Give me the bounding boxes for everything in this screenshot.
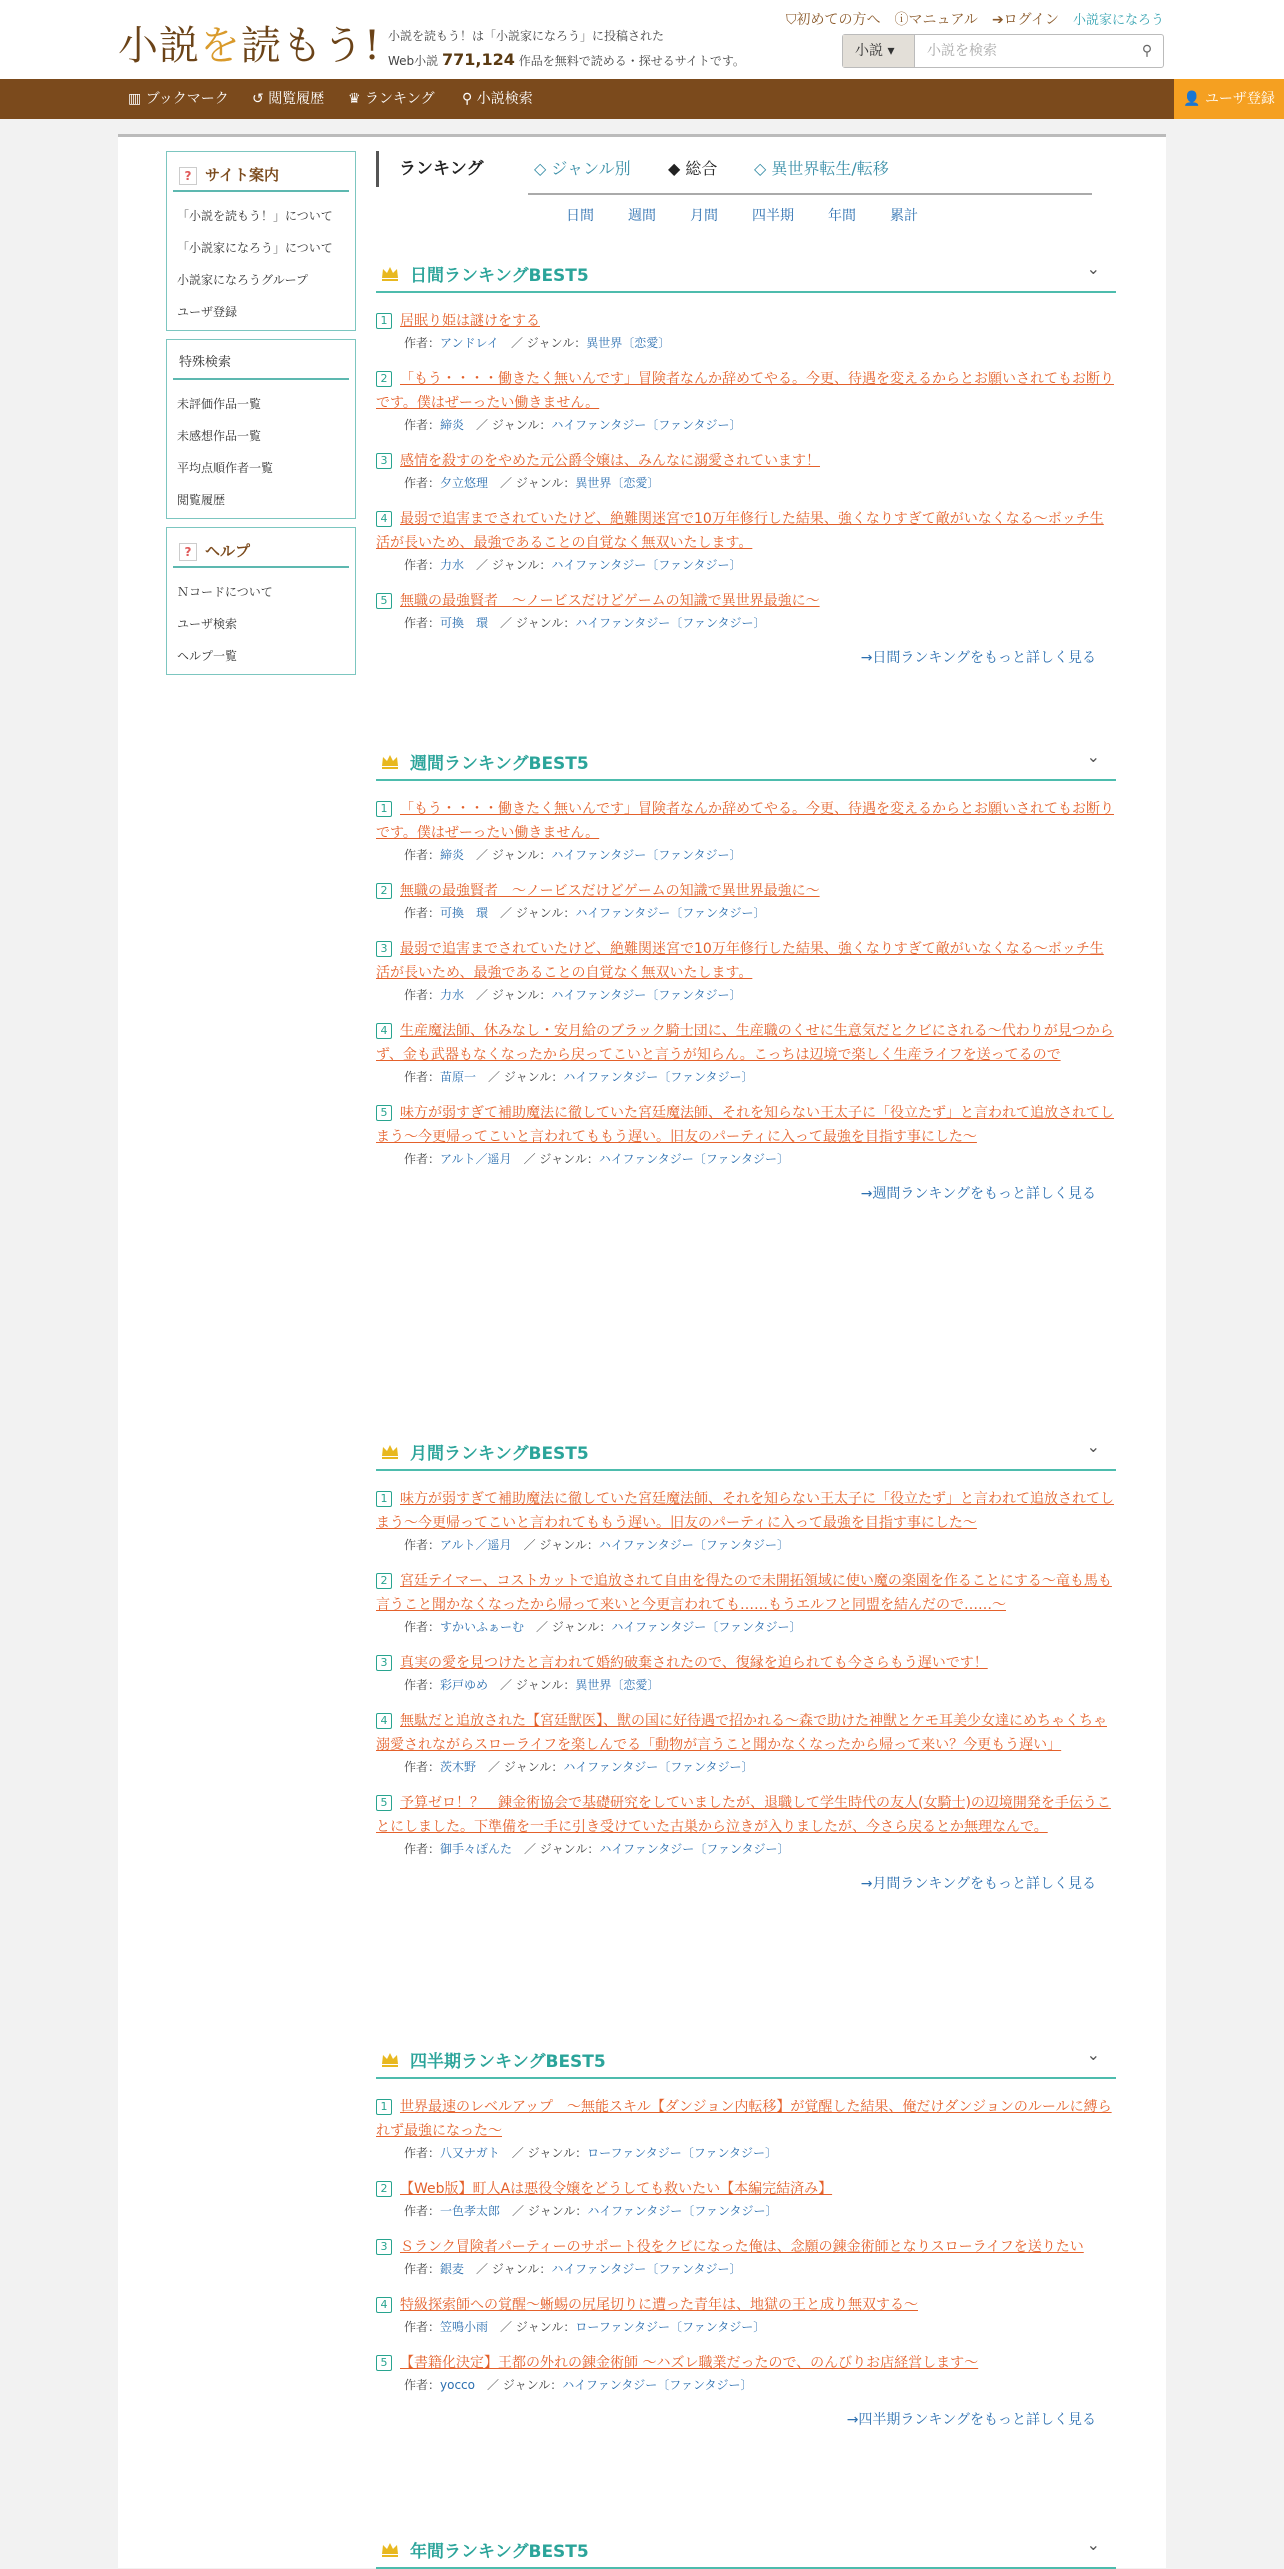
- novel-title: Ｓランク冒険者パーティーのサポート役をクビになった俺は、念願の錬金術師となりスローライフを送りたい: [400, 2239, 1084, 2255]
- sidebar-help-title-text: ヘルプ: [205, 542, 251, 560]
- entry-meta: [376, 473, 1116, 493]
- author-link[interactable]: 締炎: [440, 418, 465, 432]
- novel-title: 世界最速のレベルアップ ～無能スキル【ダンジョン内転移】が覚醒した結果、俺だけダンジョンのルールに縛られず最強になった～: [376, 2099, 1112, 2139]
- more-ranking-link[interactable]: →週間ランキングをもっと詳しく見る: [860, 1186, 1096, 1202]
- genre-link[interactable]: ハイファンタジー〔ファンタジー〕: [551, 418, 742, 432]
- author-link[interactable]: 銀麦: [440, 2262, 465, 2276]
- site-logo[interactable]: [118, 14, 381, 71]
- ranking-entry: [376, 309, 1116, 353]
- genre-label: ／ ジャンル：: [488, 1760, 564, 1774]
- sidebar-item-help-list[interactable]: ヘルプ一覧: [177, 649, 238, 663]
- period-monthly[interactable]: 月間: [690, 208, 718, 224]
- author-link[interactable]: 力水: [440, 558, 465, 572]
- author-link[interactable]: 力水: [440, 988, 465, 1002]
- more-ranking-link[interactable]: →月間ランキングをもっと詳しく見る: [860, 1876, 1096, 1892]
- genre-link[interactable]: ハイファンタジー〔ファンタジー〕: [551, 2262, 742, 2276]
- chevron-down-icon[interactable]: ⌄: [1086, 2535, 1100, 2554]
- novel-title: 【書籍化決定】王都の外れの錬金術師 ～ハズレ職業だったので、のんびりお店経営します～: [400, 2355, 979, 2371]
- genre-label: ／ ジャンル：: [512, 2204, 588, 2218]
- sidebar-item-history[interactable]: 閲覧履歴: [177, 493, 226, 507]
- genre-link[interactable]: 異世界〔恋愛〕: [575, 1678, 660, 1692]
- tagline-suffix: 作品を無料で読める・探せるサイトです。: [518, 54, 745, 68]
- sidebar-item-user-register[interactable]: ユーザ登録: [177, 305, 238, 319]
- crown-icon: [380, 263, 400, 283]
- novel-title: 「もう・・・・働きたく無いんです」冒険者なんか辞めてやる。今更、待遇を変えるからとお願いされてもお断りです。僕はぜーったい働きません。: [376, 801, 1114, 841]
- tab-underline: [528, 193, 1092, 195]
- logo-text-rest: 読もう!: [241, 23, 382, 69]
- author-label: 作者：: [404, 906, 441, 920]
- ranking-entry: [376, 2235, 1116, 2279]
- rank-badge: 1: [376, 313, 392, 329]
- crown-icon: [380, 1441, 400, 1461]
- novel-title: 生産魔法師、休みなし・安月給のブラック騎士団に、生産職のくせに生意気だとクビにされる～代わりが見つからず、金も武器もなくなったから戻ってこいと言うが知らん。こっちは辺境で楽しく生産ライフを送ってるので: [376, 1023, 1114, 1063]
- author-label: 作者：: [404, 558, 441, 572]
- genre-label: ／ ジャンル：: [524, 1842, 600, 1856]
- novel-title-link[interactable]: [376, 1791, 1116, 1839]
- ranking-entry: [376, 2351, 1116, 2395]
- entry-list: [376, 781, 1116, 1169]
- author-link[interactable]: 締炎: [440, 848, 465, 862]
- author-link[interactable]: 彩戸ゆめ: [440, 1678, 489, 1692]
- rank-badge: 2: [376, 371, 392, 387]
- sidebar-item-ncode[interactable]: Ｎコードについて: [177, 585, 273, 599]
- novel-title: 最弱で追害までされていたけど、絶難関迷宮で10万年修行した結果、強くなりすぎて敵がいなくなる～ボッチ生活が長いため、最強であることの自覚なく無双いたします。: [376, 941, 1104, 981]
- author-label: 作者：: [404, 988, 441, 1002]
- novel-title: 宮廷テイマー、コストカットで追放されて自由を得たので未開拓領域に使い魔の楽園を作ることにする～竜も馬も言うこと聞かなくなったから帰って来いと今更言われても……もうエルフと同盟を結んだので……～: [376, 1573, 1112, 1613]
- list-icon: ▥: [128, 91, 142, 107]
- ranking-entry: [376, 1651, 1116, 1695]
- sidebar-special-title: 特殊検索: [173, 348, 349, 380]
- genre-label: ／ ジャンル：: [500, 1678, 576, 1692]
- entry-meta: [376, 1149, 1116, 1169]
- sidebar-item-avg-authors[interactable]: 平均点順作者一覧: [177, 461, 274, 475]
- ranking-entry: [376, 1709, 1116, 1777]
- site-tagline: [388, 24, 745, 73]
- crown-icon: [380, 751, 400, 771]
- genre-link[interactable]: ハイファンタジー〔ファンタジー〕: [587, 2204, 778, 2218]
- user-register-label: ユーザ登録: [1204, 91, 1275, 107]
- ranking-entry: [376, 797, 1116, 865]
- chevron-down-icon[interactable]: ⌄: [1086, 259, 1100, 278]
- tab-isekai[interactable]: ◇ 異世界転生/転移: [754, 159, 889, 178]
- sidebar-item-narou-group[interactable]: 小説家になろうグループ: [177, 273, 309, 287]
- rank-badge: 3: [376, 941, 392, 957]
- sidebar-special-list: [167, 380, 355, 516]
- ranking-entry: [376, 1569, 1116, 1637]
- author-label: 作者：: [404, 1070, 441, 1084]
- nav-bookmark[interactable]: [128, 79, 229, 119]
- history-icon: ↺: [252, 91, 264, 107]
- entry-meta: [376, 1757, 1116, 1777]
- sidebar-item-about-yomou[interactable]: 「小説を読もう！」について: [177, 209, 333, 223]
- genre-label: ／ ジャンル：: [523, 1538, 599, 1552]
- search-button[interactable]: [1131, 35, 1163, 67]
- sidebar-site-guide: [166, 151, 356, 331]
- rank-badge: 4: [376, 1023, 392, 1039]
- genre-label: ／ ジャンル：: [476, 2262, 552, 2276]
- entry-list: [376, 293, 1116, 633]
- ranking-entry: [376, 589, 1116, 633]
- tagline-prefix: Web小説: [388, 54, 439, 68]
- novel-title-link[interactable]: [376, 309, 1116, 333]
- author-link[interactable]: 苗原一: [440, 1070, 477, 1084]
- novel-title-link[interactable]: [376, 1487, 1116, 1535]
- author-link[interactable]: アンドレイ: [440, 336, 499, 350]
- author-label: 作者：: [404, 1842, 441, 1856]
- sidebar-site-title-text: サイト案内: [205, 166, 279, 184]
- main-nav: [0, 79, 1284, 119]
- ranking-entry: [376, 449, 1116, 493]
- sidebar-site-title: [173, 160, 349, 192]
- period-daily[interactable]: 日間: [566, 208, 594, 224]
- ranking-entry: [376, 367, 1116, 435]
- site-header: [0, 0, 1284, 79]
- ranking-entry: [376, 2293, 1116, 2337]
- novel-title-link[interactable]: [376, 367, 1116, 415]
- novel-title-link[interactable]: [376, 797, 1116, 845]
- beginner-link[interactable]: [786, 9, 881, 29]
- entry-meta: [376, 1535, 1116, 1555]
- more-ranking-link[interactable]: →四半期ランキングをもっと詳しく見る: [846, 2412, 1096, 2428]
- genre-label: ／ ジャンル：: [523, 1152, 599, 1166]
- tagline-line1: 小説を読もう！は「小説家になろう」に投稿された: [388, 29, 665, 43]
- ranking-entry: [376, 1791, 1116, 1859]
- novel-title-link[interactable]: [376, 1569, 1116, 1617]
- entry-meta: [376, 2201, 1116, 2221]
- rank-badge: 5: [376, 2355, 392, 2371]
- author-label: 作者：: [404, 336, 441, 350]
- rank-badge: 4: [376, 511, 392, 527]
- nav-bookmark-label: ブックマーク: [145, 91, 229, 107]
- work-count: 771,124: [442, 50, 515, 69]
- period-total[interactable]: 累計: [890, 208, 918, 224]
- novel-title-link[interactable]: [376, 1101, 1116, 1149]
- genre-label: ／ ジャンル：: [476, 558, 552, 572]
- rank-badge: 2: [376, 1573, 392, 1589]
- search-icon: ⚲: [1141, 43, 1153, 59]
- nav-history[interactable]: [252, 79, 324, 119]
- beginner-link-label: 初めての方へ: [796, 12, 881, 28]
- novel-title-link[interactable]: [376, 507, 1116, 555]
- rank-badge: 2: [376, 2181, 392, 2197]
- novel-title: 味方が弱すぎて補助魔法に徹していた宮廷魔法師、それを知らない王太子に「役立たず」と言われて追放されてしまう～今更帰ってこいと言われてももう遅い。旧友のパーティに入って最強を目指す事にした～: [376, 1491, 1114, 1531]
- genre-link[interactable]: ハイファンタジー〔ファンタジー〕: [551, 988, 742, 1002]
- entry-meta: [376, 1839, 1116, 1859]
- section-header[interactable]: [376, 2041, 1116, 2079]
- author-link[interactable]: すかいふぁーむ: [440, 1620, 525, 1634]
- section-title: 月間ランキングBEST5: [410, 1444, 589, 1464]
- rank-badge: 4: [376, 2297, 392, 2313]
- search-type-value: 小説: [855, 43, 883, 59]
- author-label: 作者：: [404, 848, 441, 862]
- sidebar-item-about-narou[interactable]: 「小説家になろう」について: [177, 241, 333, 255]
- author-label: 作者：: [404, 2146, 441, 2160]
- tab-genre[interactable]: ◇ ジャンル別: [534, 159, 631, 178]
- genre-link[interactable]: ハイファンタジー〔ファンタジー〕: [563, 1760, 754, 1774]
- novel-title-link[interactable]: [376, 2095, 1116, 2143]
- sidebar-help-list: [167, 568, 355, 672]
- novel-title: 最弱で追害までされていたけど、絶難関迷宮で10万年修行した結果、強くなりすぎて敵がいなくなる～ボッチ生活が長いため、最強であることの自覚なく無双いたします。: [376, 511, 1104, 551]
- user-register-button[interactable]: [1174, 79, 1284, 119]
- chevron-down-icon[interactable]: ⌄: [1086, 2045, 1100, 2064]
- entry-meta: [376, 845, 1116, 865]
- author-link[interactable]: 可換 環: [440, 906, 489, 920]
- genre-label: ／ ジャンル：: [500, 476, 576, 490]
- genre-label: ／ ジャンル：: [500, 2320, 576, 2334]
- author-link[interactable]: 茨木野: [440, 1760, 477, 1774]
- author-label: 作者：: [404, 1678, 441, 1692]
- rank-badge: 1: [376, 801, 392, 817]
- author-link[interactable]: 笠鳴小雨: [440, 2320, 489, 2334]
- author-label: 作者：: [404, 616, 441, 630]
- author-label: 作者：: [404, 476, 441, 490]
- genre-label: ／ ジャンル：: [536, 1620, 612, 1634]
- chevron-down-icon[interactable]: ⌄: [1086, 747, 1100, 766]
- genre-link[interactable]: ハイファンタジー〔ファンタジー〕: [563, 1070, 754, 1084]
- section-title: 日間ランキングBEST5: [410, 266, 589, 286]
- author-label: 作者：: [404, 2378, 441, 2392]
- ranking-entry: [376, 2095, 1116, 2163]
- ranking-section: [376, 2041, 1116, 2429]
- entry-meta: [376, 415, 1116, 435]
- ranking-entry: [376, 879, 1116, 923]
- novel-title: 特級探索師への覚醒～蜥蜴の尻尾切りに遭った青年は、地獄の王と成り無双する～: [400, 2297, 918, 2313]
- shield-icon: ⛉: [785, 12, 797, 28]
- period-yearly[interactable]: 年間: [828, 208, 856, 224]
- entry-meta: [376, 2259, 1116, 2279]
- search-icon: ⚲: [462, 91, 473, 107]
- section-header[interactable]: [376, 1433, 1116, 1471]
- ranking-entry: [376, 1019, 1116, 1087]
- author-label: 作者：: [404, 418, 441, 432]
- ranking-entry: [376, 1487, 1116, 1555]
- entry-meta: [376, 2375, 1116, 2395]
- genre-label: ／ ジャンル：: [500, 906, 576, 920]
- rank-badge: 4: [376, 1713, 392, 1729]
- question-icon: ⓘ: [894, 12, 909, 28]
- search-bar: [842, 34, 1164, 68]
- author-label: 作者：: [404, 2204, 441, 2218]
- section-header[interactable]: [376, 743, 1116, 781]
- tab-overall[interactable]: ◆ 総合: [668, 159, 718, 178]
- novel-title-link[interactable]: [376, 1019, 1116, 1067]
- question-icon: ?: [179, 543, 197, 561]
- genre-link[interactable]: ハイファンタジー〔ファンタジー〕: [599, 1842, 790, 1856]
- entry-meta: [376, 333, 1116, 353]
- novel-title-link[interactable]: [376, 879, 1116, 903]
- novel-title: 無職の最強賢者 ～ノービスだけどゲームの知識で異世界最強に～: [400, 883, 820, 899]
- author-label: 作者：: [404, 1538, 441, 1552]
- sidebar-item-user-search[interactable]: ユーザ検索: [177, 617, 238, 631]
- genre-link[interactable]: 異世界〔恋愛〕: [586, 336, 671, 350]
- genre-label: ／ ジャンル：: [476, 418, 552, 432]
- question-icon: ?: [179, 167, 197, 185]
- rank-badge: 5: [376, 1105, 392, 1121]
- author-label: 作者：: [404, 1152, 441, 1166]
- user-icon: 👤: [1183, 91, 1201, 107]
- author-link[interactable]: 夕立悠理: [440, 476, 489, 490]
- genre-label: ／ ジャンル：: [476, 988, 552, 1002]
- sidebar-help: [166, 527, 356, 675]
- rank-badge: 3: [376, 2239, 392, 2255]
- author-link[interactable]: 御手々ぽんた: [440, 1842, 513, 1856]
- ranking-section: [376, 255, 1116, 667]
- genre-link[interactable]: ハイファンタジー〔ファンタジー〕: [551, 558, 742, 572]
- novel-title: 【Web版】町人Aは悪役令嬢をどうしても救いたい【本編完結済み】: [400, 2181, 833, 2197]
- rank-badge: 1: [376, 2099, 392, 2115]
- genre-link[interactable]: ハイファンタジー〔ファンタジー〕: [598, 1152, 790, 1166]
- author-label: 作者：: [404, 2320, 441, 2334]
- ranking-section: [376, 1433, 1116, 1893]
- entry-meta: [376, 985, 1116, 1005]
- novel-title-link[interactable]: [376, 2177, 1116, 2201]
- author-label: 作者：: [404, 1620, 441, 1634]
- crown-icon: ♛: [348, 91, 361, 107]
- rank-badge: 3: [376, 1655, 392, 1671]
- novel-title: 無職の最強賢者 ～ノービスだけどゲームの知識で異世界最強に～: [400, 593, 820, 609]
- entry-list: [376, 1471, 1116, 1859]
- novel-title-link[interactable]: [376, 2235, 1116, 2259]
- entry-meta: [376, 1675, 1116, 1695]
- novel-title-link[interactable]: [376, 2351, 1116, 2375]
- rank-badge: 1: [376, 1491, 392, 1507]
- genre-link[interactable]: 異世界〔恋愛〕: [575, 476, 660, 490]
- crown-icon: [380, 2049, 400, 2069]
- novel-title-link[interactable]: [376, 937, 1116, 985]
- nav-ranking-label: ランキング: [365, 91, 435, 107]
- novel-title: 「もう・・・・働きたく無いんです」冒険者なんか辞めてやる。今更、待遇を変えるからとお願いされてもお断りです。僕はぜーったい働きません。: [376, 371, 1114, 411]
- ranking-section: [376, 743, 1116, 1203]
- novel-title-link[interactable]: [376, 1709, 1116, 1757]
- genre-link[interactable]: ローファンタジー〔ファンタジー〕: [587, 2146, 778, 2160]
- nav-history-label: 閲覧履歴: [268, 91, 325, 107]
- search-type-select[interactable]: [843, 35, 915, 67]
- period-quarterly[interactable]: 四半期: [752, 208, 794, 224]
- ranking-entry: [376, 2177, 1116, 2221]
- entry-meta: [376, 903, 1116, 923]
- sidebar-special-search: [166, 339, 356, 519]
- nav-ranking[interactable]: [348, 79, 435, 119]
- author-link[interactable]: アルト／遥月: [440, 1152, 512, 1166]
- novel-title: 味方が弱すぎて補助魔法に徹していた宮廷魔法師、それを知らない王太子に「役立たず」と言われて追放されてしまう～今更帰ってこいと言われてももう遅い。旧友のパーティに入って最強を目指す事にした～: [376, 1105, 1114, 1145]
- author-label: 作者：: [404, 1760, 441, 1774]
- ranking-section: [376, 2531, 1116, 2569]
- chevron-down-icon: ▾: [887, 43, 895, 59]
- ranking-entry: [376, 937, 1116, 1005]
- genre-link[interactable]: ローファンタジー〔ファンタジー〕: [575, 2320, 766, 2334]
- ranking-entry: [376, 507, 1116, 575]
- search-input[interactable]: 小説を検索: [927, 43, 997, 59]
- genre-label: ／ ジャンル：: [511, 2146, 588, 2160]
- author-link[interactable]: yocco: [440, 2378, 475, 2392]
- genre-link[interactable]: ハイファンタジー〔ファンタジー〕: [551, 848, 742, 862]
- login-link[interactable]: [992, 9, 1059, 29]
- novel-title-link[interactable]: [376, 449, 1116, 473]
- novel-title: 居眠り姫は謎けをする: [400, 313, 540, 329]
- genre-link[interactable]: ハイファンタジー〔ファンタジー〕: [575, 616, 766, 630]
- genre-link[interactable]: ハイファンタジー〔ファンタジー〕: [562, 2378, 753, 2392]
- section-title: 四半期ランキングBEST5: [410, 2052, 606, 2072]
- genre-link[interactable]: ハイファンタジー〔ファンタジー〕: [598, 1538, 790, 1552]
- login-link-label: ログイン: [1003, 12, 1059, 28]
- genre-label: ／ ジャンル：: [476, 848, 552, 862]
- sidebar-item-no-review[interactable]: 未感想作品一覧: [177, 429, 262, 443]
- nav-search-label: 小説検索: [476, 91, 533, 107]
- novel-title-link[interactable]: [376, 1651, 1116, 1675]
- sidebar-item-unrated[interactable]: 未評価作品一覧: [177, 397, 262, 411]
- author-label: 作者：: [404, 2262, 441, 2276]
- section-title: 年間ランキングBEST5: [410, 2542, 589, 2562]
- rank-badge: 3: [376, 453, 392, 469]
- novel-title: 真実の愛を見つけたと言われて婚約破棄されたので、復縁を迫られても今さらもう遅いです！: [400, 1655, 988, 1671]
- logo-text: 小説: [118, 23, 200, 69]
- section-header[interactable]: [376, 255, 1116, 293]
- entry-meta: [376, 1617, 1116, 1637]
- novel-title: 予算ゼロ！？ 錬金術協会で基礎研究をしていましたが、退職して学生時代の友人(女騎士)の辺境開発を手伝うことにしました。下準備を一手に引き受けていた古巣から泣きが入りましたが、今さら戻るとか無理なんで。: [376, 1795, 1111, 1835]
- genre-label: ／ ジャンル：: [487, 2378, 563, 2392]
- author-link[interactable]: 可換 環: [440, 616, 489, 630]
- rank-badge: 5: [376, 1795, 392, 1811]
- ranking-title: ランキング: [376, 151, 484, 187]
- crown-icon: [380, 2539, 400, 2559]
- manual-link[interactable]: [894, 9, 977, 29]
- genre-label: ／ ジャンル：: [488, 1070, 564, 1084]
- genre-label: ／ ジャンル：: [510, 336, 587, 350]
- novel-title-link[interactable]: [376, 589, 1116, 613]
- entry-meta: [376, 555, 1116, 575]
- section-title: 週間ランキングBEST5: [410, 754, 589, 774]
- ranking-entry: [376, 1101, 1116, 1169]
- manual-link-label: マニュアル: [908, 12, 978, 28]
- genre-label: ／ ジャンル：: [500, 616, 576, 630]
- author-link[interactable]: アルト／遥月: [440, 1538, 512, 1552]
- entry-meta: [376, 2143, 1116, 2163]
- genre-link[interactable]: ハイファンタジー〔ファンタジー〕: [611, 1620, 802, 1634]
- entry-meta: [376, 2317, 1116, 2337]
- tagline-line2: [388, 48, 745, 73]
- novel-title: 感情を殺すのをやめた元公爵令嬢は、みんなに溺愛されています！: [400, 453, 820, 469]
- entry-list: [376, 2079, 1116, 2395]
- section-header[interactable]: [376, 2531, 1116, 2569]
- nav-search[interactable]: [462, 79, 533, 119]
- rank-badge: 5: [376, 593, 392, 609]
- top-links: [786, 9, 1164, 29]
- author-link[interactable]: 八又ナガト: [440, 2146, 500, 2160]
- sidebar-help-title: [173, 536, 349, 568]
- narou-logo-link[interactable]: 小説家になろう: [1072, 13, 1164, 28]
- genre-link[interactable]: ハイファンタジー〔ファンタジー〕: [575, 906, 766, 920]
- sidebar-site-list: [167, 192, 355, 328]
- novel-title-link[interactable]: [376, 2293, 1116, 2317]
- entry-meta: [376, 1067, 1116, 1087]
- period-weekly[interactable]: 週間: [628, 208, 656, 224]
- author-link[interactable]: 一色孝太郎: [440, 2204, 501, 2218]
- login-icon: ➔: [991, 12, 1004, 28]
- novel-title: 無駄だと追放された【宮廷獣医】、獣の国に好待遇で招かれる～森で助けた神獣とケモ耳美少女達にめちゃくちゃ溺愛されながらスローライフを楽しんでる「動物が言うこと聞かなくなったから帰って来い？今更もう遅い」: [376, 1713, 1107, 1753]
- more-ranking-link[interactable]: →日間ランキングをもっと詳しく見る: [860, 650, 1096, 666]
- entry-meta: [376, 613, 1116, 633]
- logo-accent: を: [200, 23, 241, 69]
- rank-badge: 2: [376, 883, 392, 899]
- main-container: [118, 134, 1166, 2568]
- chevron-down-icon[interactable]: ⌄: [1086, 1437, 1100, 1456]
